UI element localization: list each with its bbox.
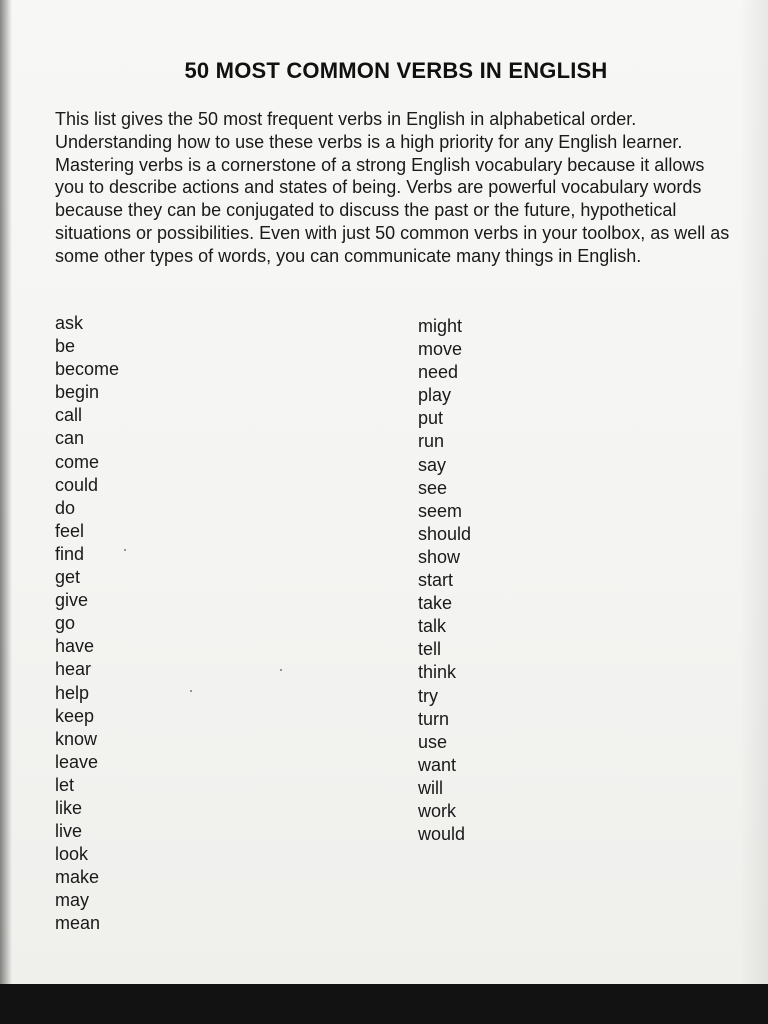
- verb-item: go: [55, 613, 76, 634]
- verb-item: ask: [55, 313, 84, 333]
- verb-item: begin: [55, 382, 100, 403]
- verb-item: feel: [55, 520, 85, 541]
- verb-item: say: [418, 454, 447, 475]
- verb-item: try: [418, 685, 438, 706]
- verb-item: look: [55, 844, 89, 865]
- verb-item: talk: [418, 616, 447, 637]
- verb-item: leave: [55, 751, 99, 772]
- speck: [124, 549, 126, 551]
- verb-item: be: [55, 336, 76, 357]
- verb-item: hear: [55, 659, 92, 680]
- intro-paragraph: This list gives the 50 most frequent verbs in English in alphabetical order. Understanding how to use these verbs is a high priority for any English learner. Mastering verbs is a cornerstone of a strong English vocabulary because it allows you to describe actions and states of being. Verbs are powerful vocabulary words because they can be conjugated to discuss the past or the future, hypothetical situations or possibilities. Even with just 50 common verbs in your toolbox, as well as some other types of words, you can communicate many things in English.: [55, 109, 730, 266]
- speck: [190, 690, 192, 692]
- verb-item: find: [55, 543, 85, 564]
- verb-item: play: [418, 385, 452, 406]
- verb-item: see: [418, 477, 448, 498]
- verb-item: give: [55, 590, 89, 611]
- verb-item: work: [418, 800, 457, 821]
- verb-item: like: [55, 797, 83, 818]
- verb-item: put: [418, 408, 444, 429]
- verb-item: mean: [55, 913, 101, 934]
- verb-item: let: [55, 774, 75, 795]
- verb-item: can: [55, 428, 85, 449]
- verb-item: know: [55, 728, 98, 749]
- verb-item: seem: [418, 500, 463, 521]
- verb-item: think: [418, 662, 457, 683]
- verb-item: may: [55, 890, 90, 911]
- verb-item: want: [418, 754, 457, 775]
- verb-item: take: [418, 593, 453, 614]
- verb-item: get: [55, 567, 81, 588]
- page-shadow: [0, 0, 12, 984]
- verb-item: call: [55, 405, 83, 426]
- verb-item: run: [418, 431, 445, 452]
- verb-item: make: [55, 867, 100, 888]
- verb-item: keep: [55, 705, 95, 726]
- verb-item: show: [418, 546, 461, 567]
- verb-item: turn: [418, 708, 450, 729]
- verb-item: have: [55, 636, 95, 657]
- verb-item: will: [418, 777, 443, 798]
- speck: [280, 669, 282, 671]
- verb-item: start: [418, 570, 454, 591]
- verb-item: use: [418, 731, 448, 752]
- verb-item: move: [418, 339, 463, 360]
- page-title: 50 MOST COMMON VERBS IN ENGLISH: [184, 58, 608, 83]
- scan-background: [0, 984, 768, 1024]
- verb-item: could: [55, 474, 99, 495]
- verb-item: help: [55, 682, 90, 703]
- verb-item: do: [55, 497, 76, 518]
- verb-item: might: [418, 316, 463, 336]
- verb-item: need: [418, 362, 459, 383]
- verb-list-left: [55, 312, 119, 936]
- verb-item: should: [418, 523, 472, 544]
- verb-item: would: [418, 824, 466, 845]
- verb-item: become: [55, 359, 120, 380]
- verb-item: live: [55, 821, 83, 842]
- verb-list-right: [418, 315, 471, 846]
- verb-item: come: [55, 451, 100, 472]
- verb-item: tell: [418, 639, 442, 660]
